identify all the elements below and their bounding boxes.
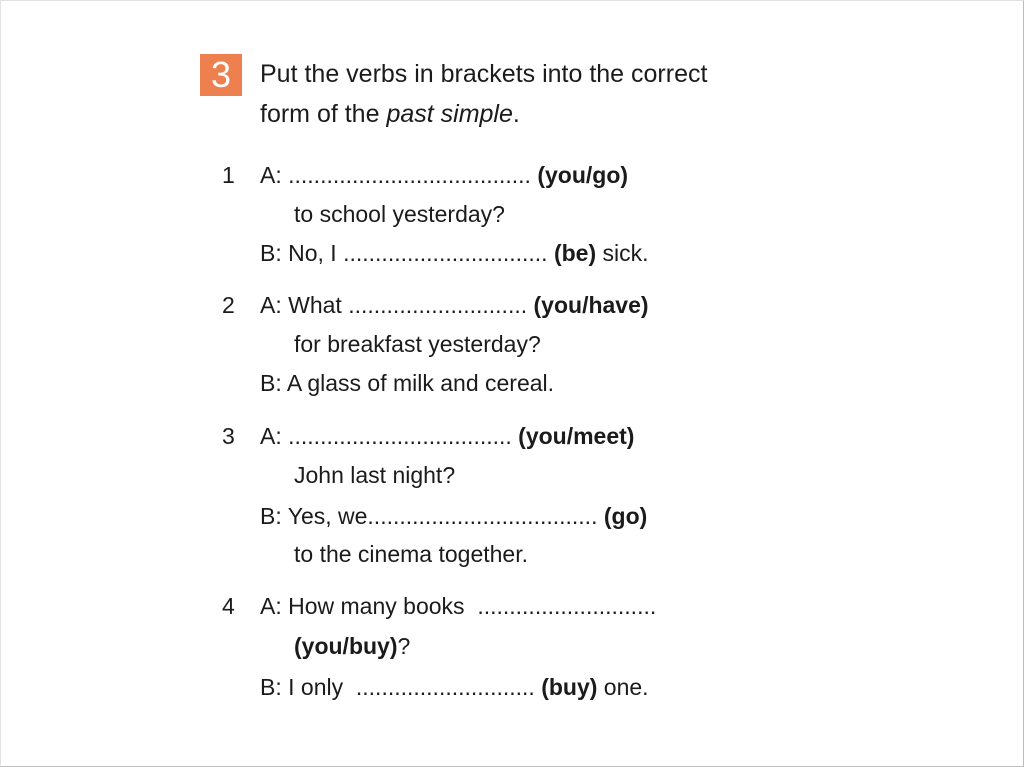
item-2-line-b: B: A glass of milk and cereal. <box>260 370 555 396</box>
instruction-line-2: form of the past simple. <box>260 100 520 128</box>
item-1-line-b: B: No, I ................................ (be) sick. <box>260 240 649 266</box>
item-3-line-a: A: ................................... (you/meet) <box>260 423 635 449</box>
item-4-line-b: B: I only ............................ (buy) one. <box>260 674 649 700</box>
item-4-number: 4 <box>222 593 235 619</box>
item-1-number: 1 <box>222 162 235 188</box>
item-1-line-a-cont: to school yesterday? <box>294 201 505 227</box>
item-2-line-a: A: What ............................ (you/have) <box>260 292 649 318</box>
item-2-line-a-cont: for breakfast yesterday? <box>294 331 541 357</box>
item-3-line-a-cont: John last night? <box>294 462 456 488</box>
item-3-line-b-cont: to the cinema together. <box>294 541 528 567</box>
item-4-line-a-cont: (you/buy)? <box>294 633 411 659</box>
past-simple-term: past simple <box>386 100 513 128</box>
item-2-number: 2 <box>222 292 235 318</box>
item-3-number: 3 <box>222 423 235 449</box>
exercise-number-badge: 3 <box>200 54 242 96</box>
instruction-line-1: Put the verbs in brackets into the correct <box>260 60 708 88</box>
item-1-line-a: A: ...................................... (you/go) <box>260 162 629 188</box>
item-3-line-b: B: Yes, we.................................... (go) <box>260 503 648 529</box>
item-4-line-a: A: How many books ............................ <box>260 593 657 619</box>
